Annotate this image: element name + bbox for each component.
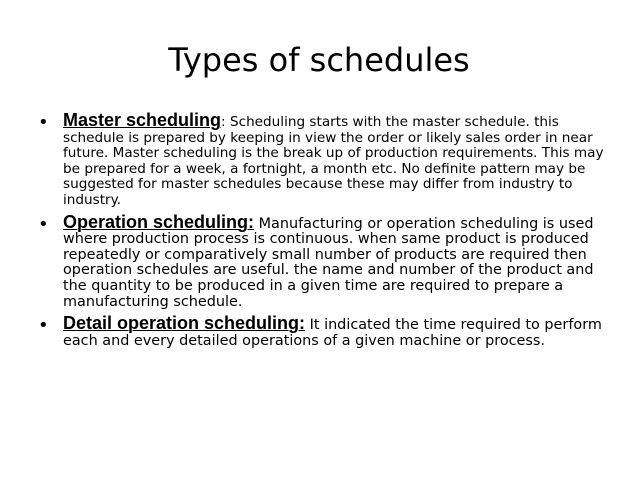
bullet-item-operation-scheduling xyxy=(38,213,606,311)
slide-title: Types of schedules xyxy=(168,41,470,79)
bullet-term: Operation scheduling: xyxy=(63,211,255,232)
bullet-icon: • xyxy=(38,112,49,133)
bullet-item-master-scheduling xyxy=(38,111,606,209)
bullet-term: Master scheduling xyxy=(63,110,222,130)
bullet-icon: • xyxy=(38,213,49,235)
bullet-text: Scheduling starts with the master schedule. this schedule is prepared by keeping in view the order or likely sales order in near future. Master scheduling is the break up of production requirements. This may be prepared for a week, a fortnight, a month etc. No definite pattern may be suggested for master schedules because these may differ from industry to industry. xyxy=(63,114,604,208)
bullet-item-detail-operation-scheduling xyxy=(38,314,606,349)
bullet-list xyxy=(38,111,606,353)
bullet-separator: : xyxy=(221,114,226,130)
bullet-term: Detail operation scheduling: xyxy=(63,313,306,334)
bullet-text: It indicated the time required to perform each and every detailed operations of a given machine or process. xyxy=(63,317,602,349)
bullet-icon: • xyxy=(38,315,49,337)
bullet-text: Manufacturing or operation scheduling is used where production process is continuous. when same product is produced repeatedly or comparatively small number of products are required then operation schedules are useful. the name and number of the product and the quantity to be produced in a given time are required to prepare a manufacturing schedule. xyxy=(63,215,594,310)
